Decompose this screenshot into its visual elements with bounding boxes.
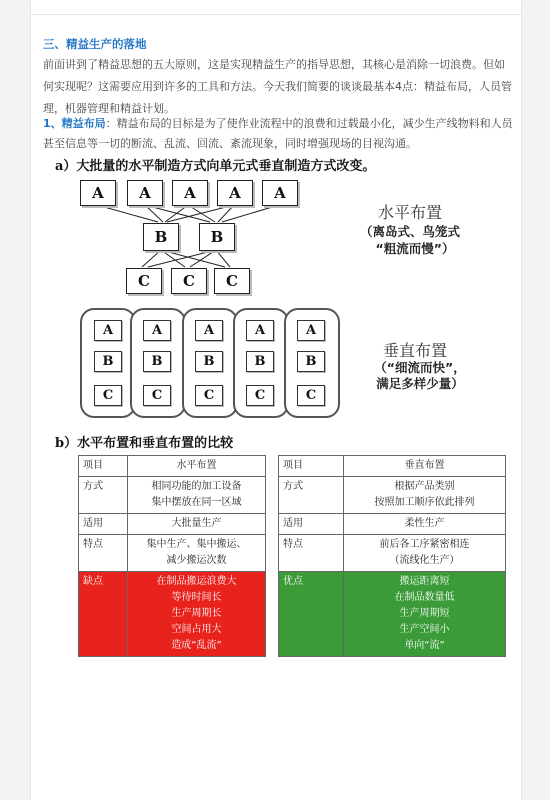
cell-1-a: A: [94, 320, 122, 341]
vertical-comparison-table: [278, 455, 506, 657]
machine-a-3: A: [172, 180, 208, 206]
horizontal-layout-note-1: （离岛式、鸟笼式: [359, 224, 460, 239]
machine-a-2: A: [127, 180, 163, 206]
machine-b-2: B: [199, 223, 235, 251]
machine-a-5: A: [262, 180, 298, 206]
machine-c-3: C: [214, 268, 250, 294]
table-row-value: 柔性生产: [344, 514, 506, 535]
cell-5-b: B: [297, 351, 325, 372]
figure-a-caption: a）大批量的水平制造方式向单元式垂直制造方式改变。: [55, 159, 376, 174]
horizontal-layout-note-2: “粗流而慢”）: [375, 241, 455, 256]
table-row-key: 方式: [79, 477, 128, 514]
table-row-key: 特点: [79, 535, 128, 572]
cell-5-a: A: [297, 320, 325, 341]
cell-1-b: B: [94, 351, 122, 372]
machine-a-4: A: [217, 180, 253, 206]
advantage-key: 优点: [279, 572, 344, 657]
disadvantage-value: 在制品搬运浪费大 等待时间长 生产周期长 空间占用大 造成“乱流”: [128, 572, 266, 657]
figure-b-caption: b）水平布置和垂直布置的比较: [55, 436, 234, 451]
table-header-cell: 水平布置: [128, 456, 266, 477]
section-title: 三、精益生产的落地: [43, 37, 147, 51]
cell-4-a: A: [246, 320, 274, 341]
table-row-key: 特点: [279, 535, 344, 572]
horizontal-layout-title: 水平布置: [377, 203, 442, 222]
point1-heading: 1、精益布局: [43, 117, 106, 130]
table-row-value: 根据产品类别 按照加工顺序依此排列: [344, 477, 506, 514]
cell-4-c: C: [246, 385, 274, 406]
table-header-cell: 垂直布置: [344, 456, 506, 477]
disadvantage-key: 缺点: [79, 572, 128, 657]
point1-body: ：精益布局的目标是为了使作业流程中的浪费和过载最小化，减少生产线物料和人员甚至信息等一切的断流、乱流、回流、紊流现象，同时增强现场的目视沟通。: [43, 117, 513, 150]
cell-3-c: C: [195, 385, 223, 406]
table-header-cell: 项目: [279, 456, 344, 477]
advantage-value: 搬运距离短 在制品数量低 生产周期短 生产空间小 单向“流”: [344, 572, 506, 657]
machine-a-1: A: [80, 180, 116, 206]
cell-2-a: A: [143, 320, 171, 341]
cell-2-c: C: [143, 385, 171, 406]
table-row-value: 前后各工序紧密相连 （流线化生产）: [344, 535, 506, 572]
machine-b-1: B: [143, 223, 179, 251]
table-row-value: 集中生产、集中搬运、 减少搬运次数: [128, 535, 266, 572]
machine-c-2: C: [171, 268, 207, 294]
cell-4-b: B: [246, 351, 274, 372]
vertical-layout-note-2: 满足多样少量）: [376, 376, 464, 391]
cell-1-c: C: [94, 385, 122, 406]
table-row-value: 相同功能的加工设备 集中摆放在同一区域: [128, 477, 266, 514]
machine-c-1: C: [126, 268, 162, 294]
table-row-key: 适用: [279, 514, 344, 535]
table-row-value: 大批量生产: [128, 514, 266, 535]
cell-3-a: A: [195, 320, 223, 341]
cell-3-b: B: [195, 351, 223, 372]
cell-2-b: B: [143, 351, 171, 372]
cell-5-c: C: [297, 385, 325, 406]
table-row-key: 方式: [279, 477, 344, 514]
horizontal-comparison-table: [78, 455, 266, 657]
vertical-layout-note-1: （“细流而快”，: [374, 360, 466, 375]
vertical-layout-title: 垂直布置: [382, 341, 447, 360]
intro-paragraph: 前面讲到了精益思想的五大原则，这是实现精益生产的指导思想，其核心是消除一切浪费。但如何实现呢？这需要应用到许多的工具和方法。今天我们简要的谈谈最基本4点：精益布局，人员管理，机器管理和精益计划。: [43, 58, 512, 115]
table-header-cell: 项目: [79, 456, 128, 477]
table-row-key: 适用: [79, 514, 128, 535]
